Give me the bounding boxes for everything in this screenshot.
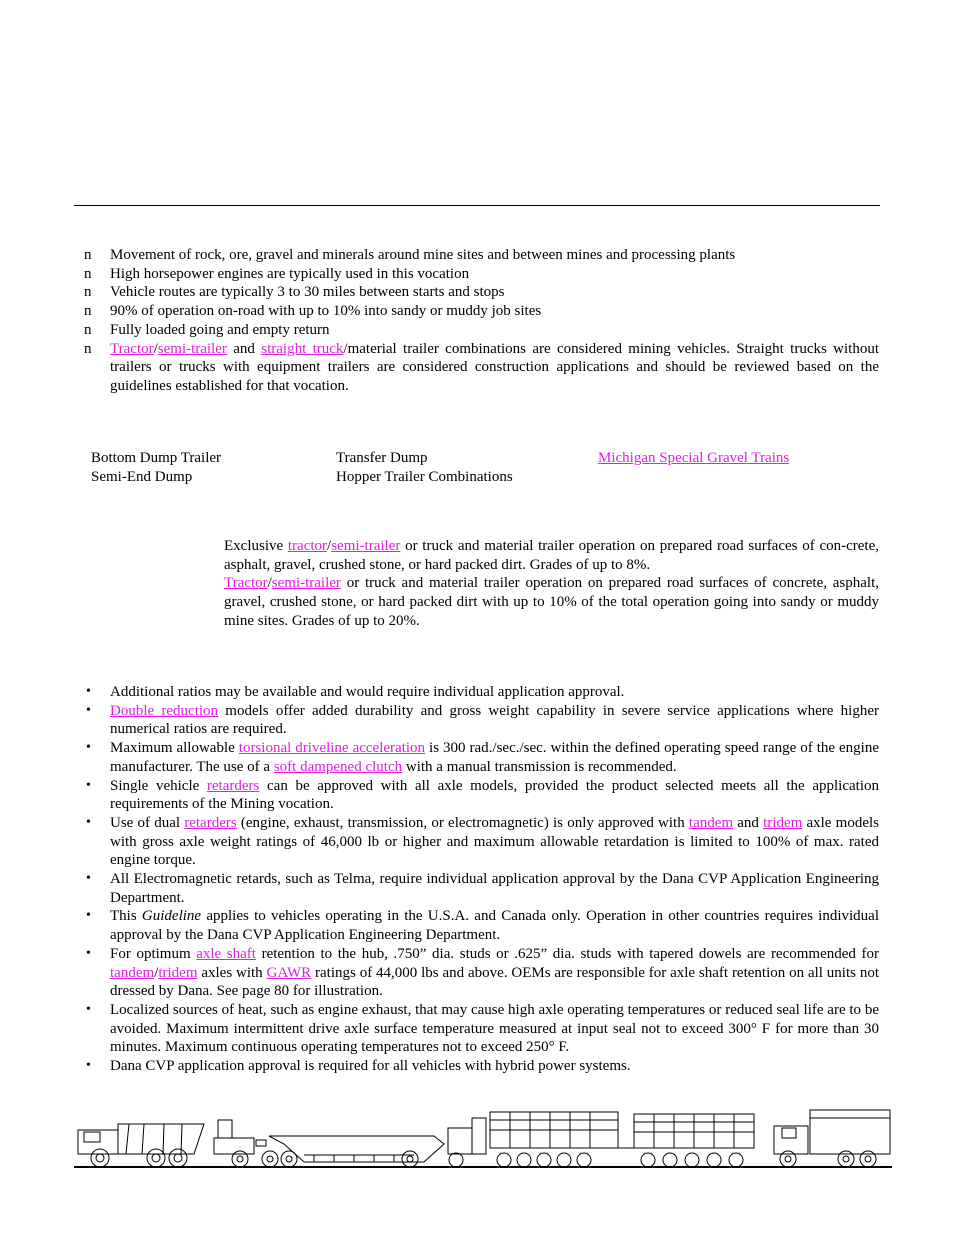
list-item: • Maximum allowable torsional driveline acceleration is 300 rad./sec./sec. within the defined operating speed range of the engine manufacturer. The use of a soft dampened clutch with a manual transmission is recommended. [86,740,880,775]
vehicle-type: Semi-End Dump [91,469,193,485]
bullet-icon: • [86,945,91,961]
vehicle-types-table [91,449,881,487]
bullet-icon: • [86,1001,91,1017]
list-item: n Movement of rock, ore, gravel and minerals around mine sites and between mines and processing plants [84,247,736,263]
list-item: n Tractor/semi-trailer and straight truck/material trailer combinations are considered mining vehicles. Straight trucks without trailers or trucks with equipment trailers are considered construction applications and should be reviewed based on the guidelines established for that vocation. [84,340,879,394]
transfer-dump-icon [774,1110,890,1167]
link-retarders[interactable]: retarders [206,777,260,794]
bullet-icon: • [86,871,91,887]
link-soft-dampened-clutch[interactable]: soft dampened clutch [273,758,403,775]
link-semi-trailer[interactable]: semi-trailer [157,340,227,357]
link-tractor[interactable]: Tractor [110,340,154,357]
list-item: • All Electromagnetic retards, such as Telma, require individual application approval by the Dana CVP Application Engineering Department. [86,871,879,906]
definition-paragraph: Exclusive tractor/semi-trailer or truck and material trailer operation on prepared road surfaces of con-crete, asphalt, gravel, crushed stone, or hard packed dirt. Grades of up to 8%. [224,538,879,573]
service-definitions [224,537,879,631]
link-tandem[interactable]: tandem [110,964,155,981]
bullet-icon: • [86,777,91,793]
list-item: n 90% of operation on-road with up to 10% into sandy or muddy job sites [84,303,542,320]
link-michigan-special-gravel-trains[interactable]: Michigan Special Gravel Trains [598,450,790,466]
list-item: • For optimum axle shaft retention to the hub, .750” dia. studs or .625” dia. studs with tapered dowels are recommended for tandem/tridem axles with GAWR ratings of 44,000 lbs and above. OEMs are responsible for axle shaft retention on all units not dressed by Dana. See page 80 for illustration. [86,945,879,1000]
list-item: • Single vehicle retarders can be approved with all axle models, provided the product selected meets all the application requirements of the Mining vocation. [86,777,879,813]
list-item: • Additional ratios may be available and would require individual application approval. [86,684,625,700]
table-row [91,468,881,487]
list-marker: n [84,321,92,338]
link-double-reduction[interactable]: Double reduction [110,702,219,719]
link-semi-trailer[interactable]: semi-trailer [331,538,401,554]
link-tridem[interactable]: tridem [158,964,198,981]
list-marker: n [84,265,92,282]
list-item: • Use of dual retarders (engine, exhaust, transmission, or electromagnetic) is only approved with tandem and tridem axle models with gross axle weight ratings of 46,000 lb or higher and maximum allowable retardation is limited to 100% of max. rated engine torque. [86,814,879,869]
link-tandem[interactable]: tandem [688,814,734,831]
link-tractor[interactable]: Tractor [224,575,268,592]
table-row [91,449,881,468]
bullet-icon: • [86,684,91,699]
bullet-icon: • [86,814,91,830]
list-marker: n [84,340,92,357]
mining-vehicles-illustration [74,1100,894,1175]
gravel-train-icon [448,1112,754,1167]
link-gawr[interactable]: GAWR [266,964,312,981]
link-semi-trailer[interactable]: semi-trailer [271,575,341,592]
link-straight-truck[interactable]: straight truck [261,340,344,357]
list-item: • Double reduction models offer added durability and gross weight capability in severe service applications where higher numerical ratios are required. [86,702,880,738]
bullet-icon: • [86,702,91,718]
dump-truck-icon [78,1124,204,1167]
link-torsional-driveline-acceleration[interactable]: torsional driveline acceleration [238,740,426,757]
list-item: • This Guideline applies to vehicles operating in the U.S.A. and Canada only. Operation in other countries requires individual approval by the Dana CVP Application Engineering Department. [86,908,879,944]
list-item: • Dana CVP application approval is required for all vehicles with hybrid power systems. [86,1058,631,1075]
list-marker: n [84,303,92,320]
bottom-dump-trailer-icon [214,1120,444,1167]
vehicle-type: Bottom Dump Trailer [91,450,222,466]
list-item: • Localized sources of heat, such as engine exhaust, that may cause high axle operating temperatures or reduced seal life are to be avoided. Maximum intermittent drive axle surface temperature measured at input seal not to exceed 300° F for more than 30 minutes. Maximum continuous operating temperatures not to exceed 250° F. [86,1001,879,1056]
header-rule [74,205,880,206]
list-marker: n [84,247,92,263]
bullet-icon: • [86,1058,91,1074]
list-marker: n [84,284,92,301]
list-item: n Vehicle routes are typically 3 to 30 miles between starts and stops [84,284,505,301]
vehicle-type: Hopper Trailer Combinations [336,469,513,485]
list-item: n Fully loaded going and empty return [84,321,330,338]
link-axle-shaft[interactable]: axle shaft [196,945,256,962]
link-tractor[interactable]: tractor [287,538,328,554]
bullet-icon: • [86,740,91,756]
vehicle-type: Transfer Dump [336,450,428,466]
bullet-icon: • [86,908,91,924]
vocation-description-list [84,246,879,396]
link-retarders[interactable]: retarders [184,814,237,831]
list-item: n High horsepower engines are typically used in this vocation [84,265,470,282]
link-tridem[interactable]: tridem [763,814,803,831]
definition-paragraph: Tractor/semi-trailer or truck and material trailer operation on prepared road surfaces of concrete, asphalt, gravel, crushed stone, or hard packed dirt with up to 10% of the total operation going into sandy or muddy mine sites. Grades of up to 20%. [224,575,879,629]
application-notes-list [84,683,879,1076]
